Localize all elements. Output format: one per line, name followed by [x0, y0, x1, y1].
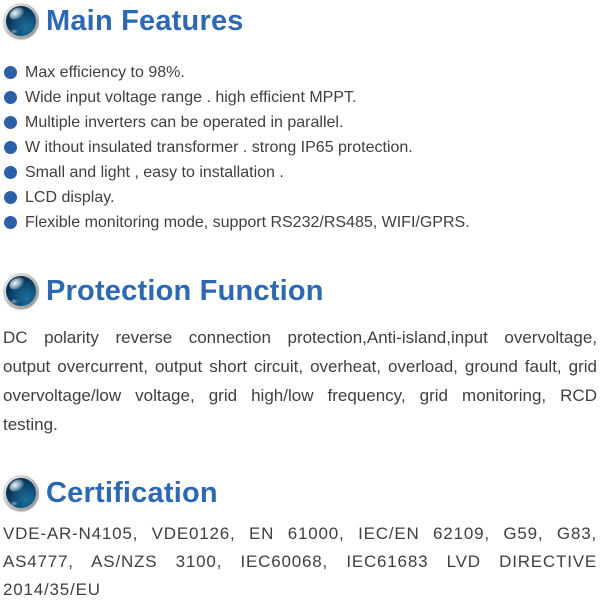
section-title-certification: Certification — [46, 477, 218, 509]
feature-item — [4, 210, 597, 235]
feature-item — [4, 160, 597, 185]
feature-item — [4, 135, 597, 160]
feature-text: Small and light , easy to installation . — [25, 163, 284, 181]
feature-text: Max efficiency to 98%. — [25, 63, 185, 81]
feature-item — [4, 85, 597, 110]
feature-item — [4, 185, 597, 210]
section-certification — [3, 474, 597, 600]
bullet-icon — [4, 141, 17, 154]
sphere-core — [6, 478, 36, 508]
section-protection-function — [3, 272, 597, 439]
glossy-sphere-icon — [3, 3, 39, 39]
bullet-icon — [4, 66, 17, 79]
feature-list — [3, 60, 597, 235]
certification-heading — [3, 474, 597, 512]
feature-text: W ithout insulated transformer . strong IP65 protection. — [25, 138, 413, 156]
sphere-core — [6, 6, 36, 36]
bullet-icon — [4, 91, 17, 104]
section-title-protection-function: Protection Function — [46, 275, 324, 307]
feature-item — [4, 110, 597, 135]
certification-paragraph: VDE-AR-N4105, VDE0126, EN 61000, IEC/EN 62109, G59, G83, AS4777, AS/NZS 3100, IEC60068, IEC61683 LVD DIRECTIVE 2014/35/EU — [3, 524, 597, 599]
protection-function-heading — [3, 272, 597, 310]
bullet-icon — [4, 191, 17, 204]
sphere-core — [6, 276, 36, 306]
bullet-icon — [4, 216, 17, 229]
feature-text: Flexible monitoring mode, support RS232/RS485, WIFI/GPRS. — [25, 213, 470, 231]
glossy-sphere-icon — [3, 475, 39, 511]
section-main-features — [3, 2, 597, 235]
bullet-icon — [4, 116, 17, 129]
feature-text: LCD display. — [25, 188, 115, 206]
feature-item — [4, 60, 597, 85]
main-features-heading — [3, 2, 597, 40]
glossy-sphere-icon — [3, 273, 39, 309]
section-title-main-features: Main Features — [46, 5, 244, 37]
feature-text: Wide input voltage range . high efficient MPPT. — [25, 88, 357, 106]
bullet-icon — [4, 166, 17, 179]
feature-text: Multiple inverters can be operated in parallel. — [25, 113, 344, 131]
protection-function-paragraph: DC polarity reverse connection protection,Anti-island,input overvoltage, output overcurrent, output short circuit, overheat, overload, ground fault, grid overvoltage/low voltage, grid high/low frequency, grid monitoring, RCD testing. — [3, 328, 597, 434]
